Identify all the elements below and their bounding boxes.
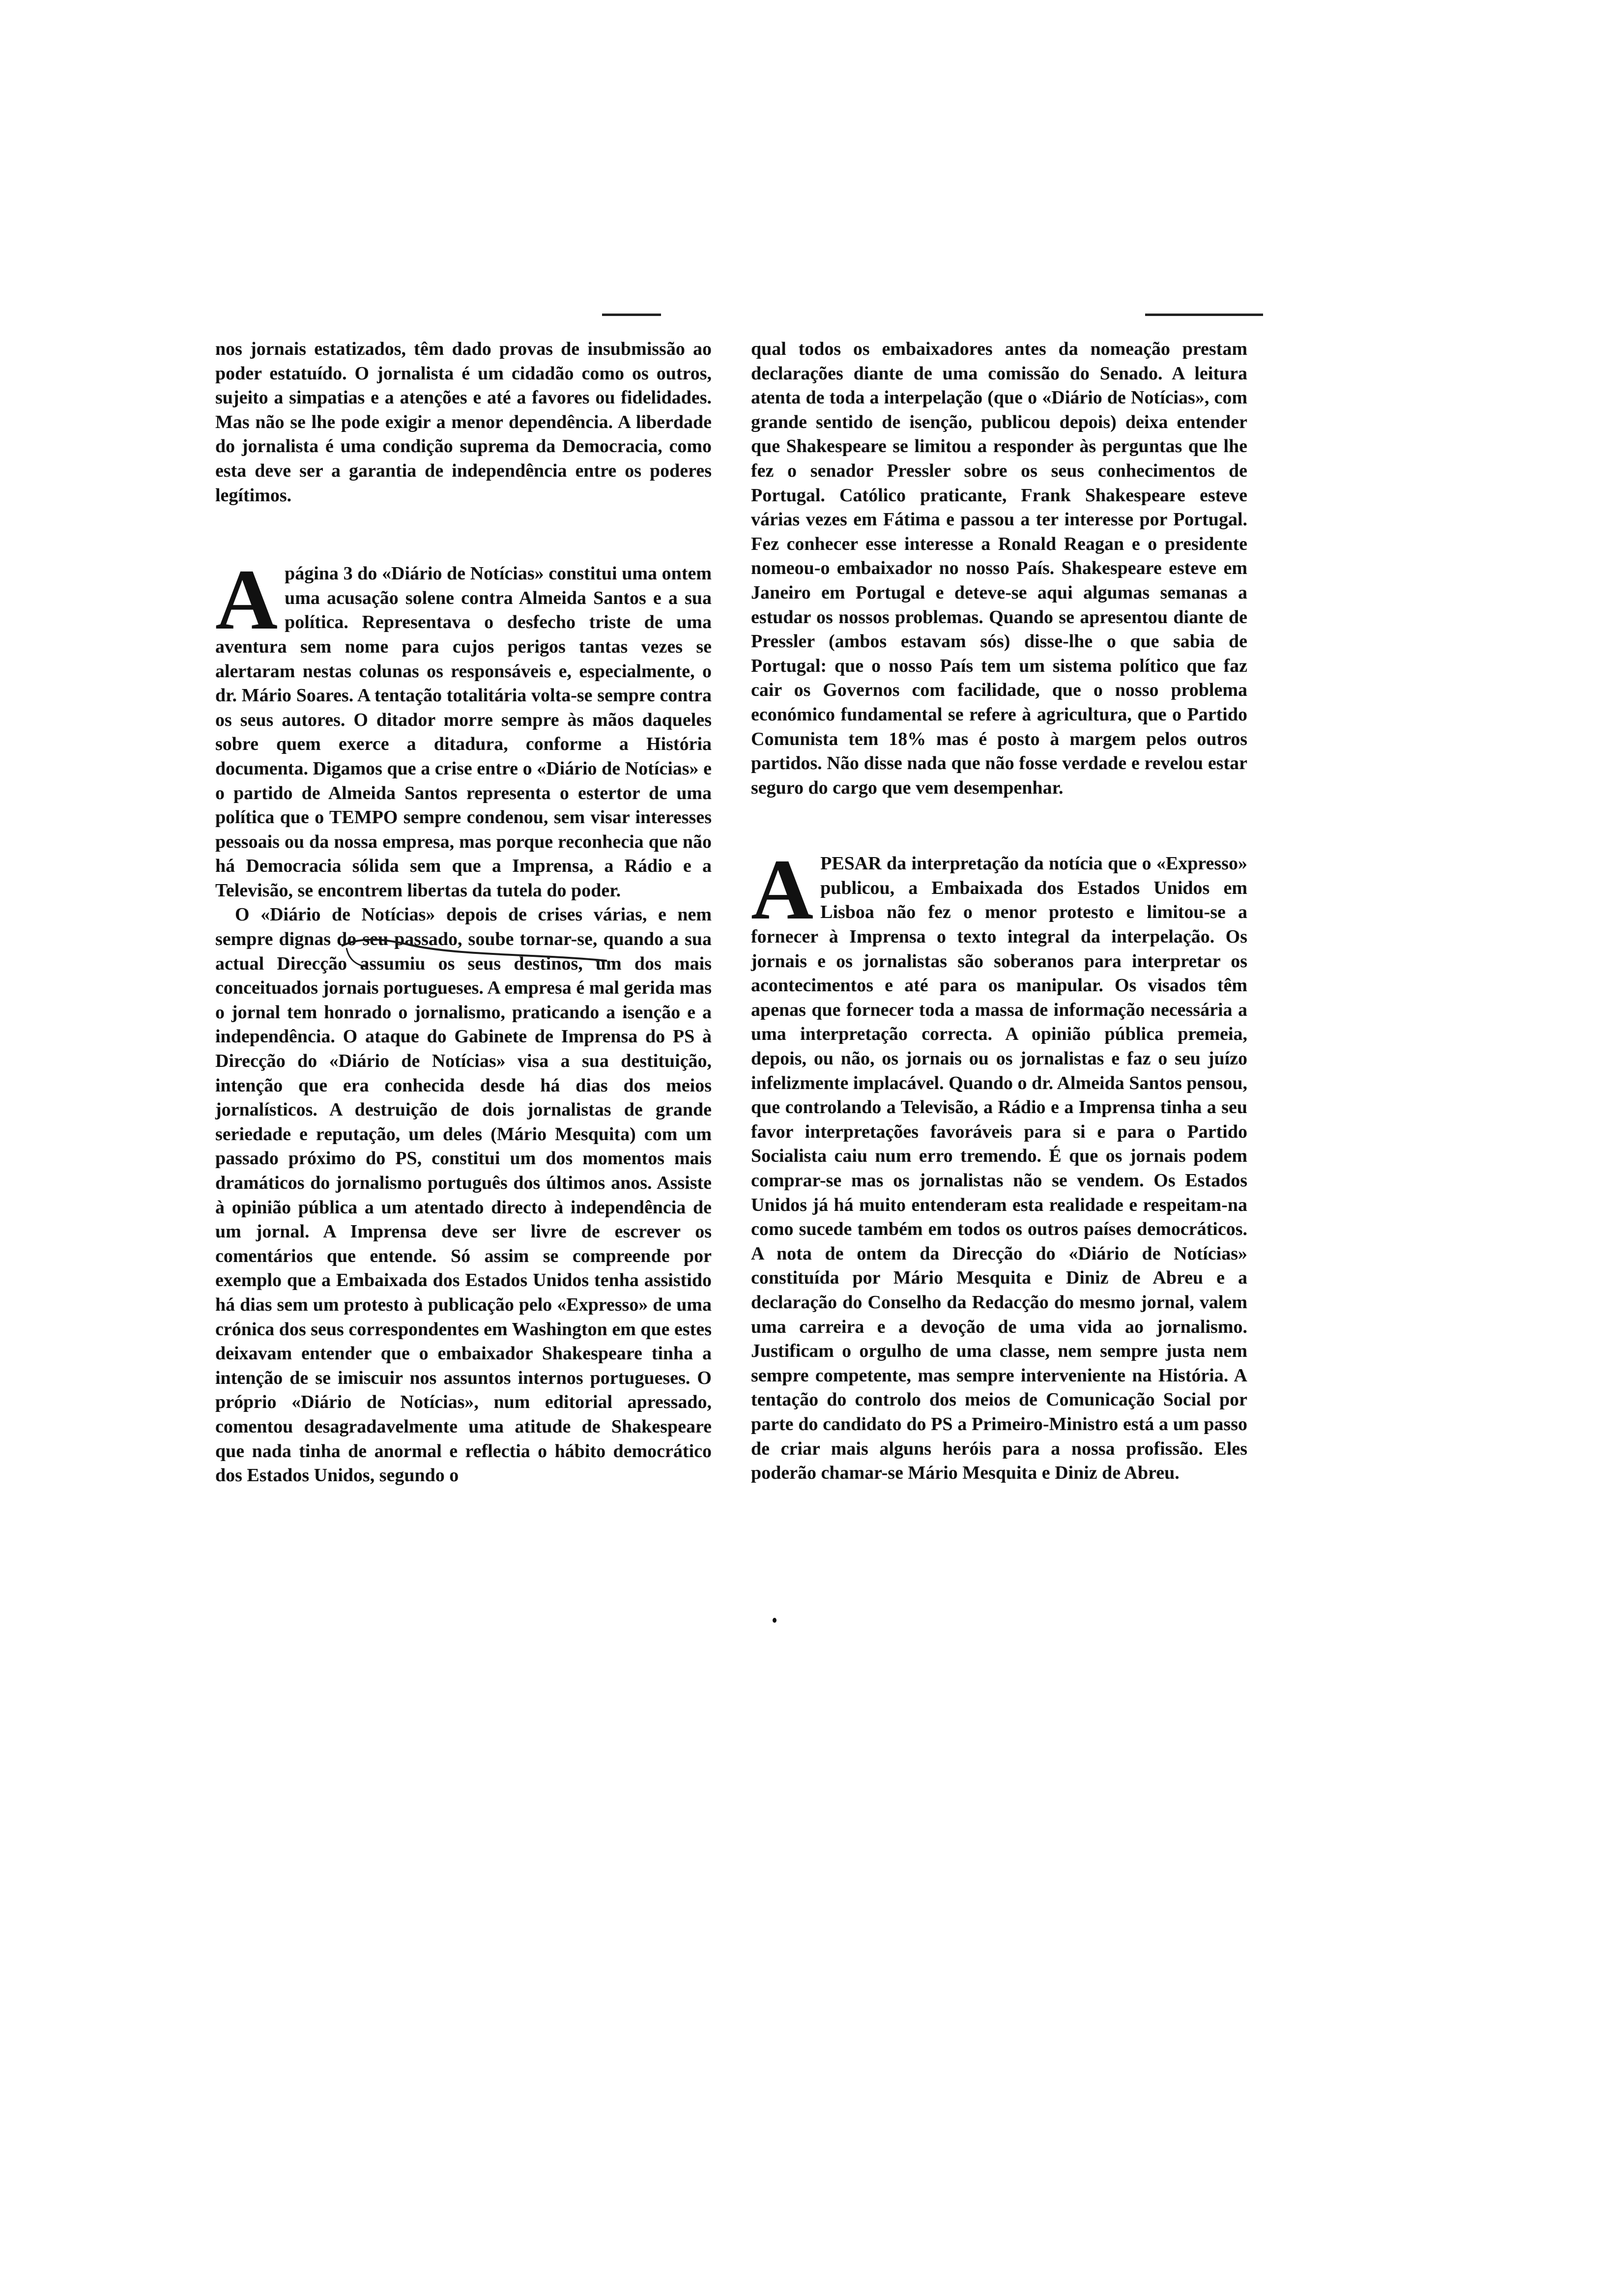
right-paragraph-2-text: da interpretação da notícia que o «Expresso» publicou, a Embaixada dos Estados Unidos em Lisboa não fez o menor protesto e limitou-se a fornecer à Imprensa o texto integral da interpelação. Os jornais e os jornalistas são soberanos para interpretar os acontecimentos e até para os manipular. Os visados têm apenas que fornecer toda a massa de informação necessária a uma interpretação correcta. A opinião pública premeia, depois, ou não, os jornais ou os jornalistas e faz o seu juízo infelizmente implacável. Quando o dr. Almeida Santos pensou, que controlando a Televisão, a Rádio e a Imprensa tinha a seu favor interpretações favoráveis para si e para o Partido Socialista caiu num erro tremendo. É que os jornais podem comprar-se mas os jornalistas não se vendem. Os Estados Unidos já há muito entenderam esta realidade e respeitam-na como sucede também em todos os outros países democráticos. A nota de ontem da Direcção do «Diário de Notícias» constituída por Mário Mesquita e Diniz de Abreu e a declaração do Conselho da Redacção do mesmo jornal, valem uma carreira e a devoção de uma vida ao jornalismo. Justificam o orgulho de uma classe, nem sempre justa nem sempre competente, mas sempre interveniente na História. A tentação do controlo dos meios de Comunicação Social por parte do candidato do PS a Primeiro-Ministro está a um passo de criar mais alguns heróis para a nossa profissão. Eles poderão chamar-se Mário Mesquita e Diniz de Abreu. [751, 853, 1247, 1484]
lead-word: PESAR [820, 853, 882, 874]
right-column [751, 337, 1247, 1486]
drop-cap-a-right: A [751, 842, 814, 938]
left-paragraph-2-text: página 3 do «Diário de Notícias» constitui uma ontem uma acusação solene contra Almeida Santos e a sua política. Representava o desfecho triste de uma aventura sem nome para cujos perigos tantas vezes se alertaram nestas colunas os responsáveis e, especialmente, o dr. Mário Soares. A tentação totalitária volta-se sempre contra os seus autores. O ditador morre sempre às mãos daqueles sobre quem exerce a ditadura, conforme a História documenta. Digamos que a crise entre o «Diário de Notícias» e o partido de Almeida Santos representa o estertor de uma política que o TEMPO sempre condenou, sem visar interesses pessoais ou da nossa empresa, mas porque reconhecia que não há Democracia sólida sem que a Imprensa, a Rádio e a Televisão, se encontrem libertas da tutela do poder. [215, 563, 712, 901]
right-paragraph-2 [751, 842, 1247, 1485]
right-paragraph-1: qual todos os embaixadores antes da nomeação prestam declarações diante de uma comissão do Senado. A leitura atenta de toda a interpelação (que o «Diário de Notícias», com grande sentido de isenção, publicou depois) deixa entender que Shakespeare se limitou a responder às perguntas que lhe fez o senador Pressler sobre os seus conhecimentos de Portugal. Católico praticante, Frank Shakespeare esteve várias vezes em Fátima e passou a ter interesse por Portugal. Fez conhecer esse interesse a Ronald Reagan e o presidente nomeou-o embaixador no nosso País. Shakespeare esteve em Janeiro em Portugal e deteve-se aqui algumas semanas a estudar os nossos problemas. Quando se apresentou diante de Pressler (ambos estavam sós) disse-lhe o que sabia de Portugal: que o nosso País tem um sistema político que faz cair os Governos com facilidade, que o nosso problema económico fundamental se refere à agricultura, que o Partido Comunista tem 18% mas é posto à margem pelos outros partidos. Não disse nada que não fosse verdade e revelou estar seguro do cargo que vem desempenhar. [751, 339, 1247, 798]
left-paragraph-1: nos jornais estatizados, têm dado provas de insubmissão ao poder estatuído. O jornalista é um cidadão como os outros, sujeito a simpatias e a atenções e até a favores ou fidelidades. Mas não se lhe pode exigir a menor dependência. A liberdade do jornalista é uma condição suprema da Democracia, como esta deve ser a garantia de independência entre os poderes legítimos. [215, 339, 712, 506]
column-rule-right [1145, 314, 1263, 316]
left-paragraph-3: O «Diário de Notícias» depois de crises várias, e nem sempre dignas do seu passado, soube tornar-se, quando a sua actual Direcção assumiu os seus destinos, um dos mais conceituados jornais portugueses. A empresa é mal gerida mas o jornal tem honrado o jornalismo, praticando a isenção e a independência. O ataque do Gabinete de Imprensa do PS à Direcção do «Diário de Notícias» visa a sua destituição, intenção que era conhecida desde há dias dos meios jornalísticos. A destruição de dois jornalistas de grande seriedade e reputação, um deles (Mário Mesquita) com um passado próximo do PS, constitui um dos momentos mais dramáticos do jornalismo português dos últimos anos. Assiste à opinião pública a um atentado directo à independência de um jornal. A Imprensa deve ser livre de escrever os comentários que entende. Só assim se compreende por exemplo que a Embaixada dos Estados Unidos tenha assistido há dias sem um protesto à publicação pelo «Expresso» de uma crónica dos seus correspondentes em Washington em que estes deixavam entender que o embaixador Shakespeare tinha a intenção de se imiscuir nos assuntos internos portugueses. O próprio «Diário de Notícias», num editorial apressado, comentou desagradavelmente uma atitude de Shakespeare que nada tinha de anormal e reflectia o hábito democrático dos Estados Unidos, segundo o [215, 904, 712, 1486]
left-paragraph-2 [215, 552, 712, 903]
column-rule-left [602, 314, 661, 316]
left-column [215, 337, 712, 1488]
drop-cap-a-left: A [215, 552, 278, 648]
print-speck [773, 1618, 777, 1623]
